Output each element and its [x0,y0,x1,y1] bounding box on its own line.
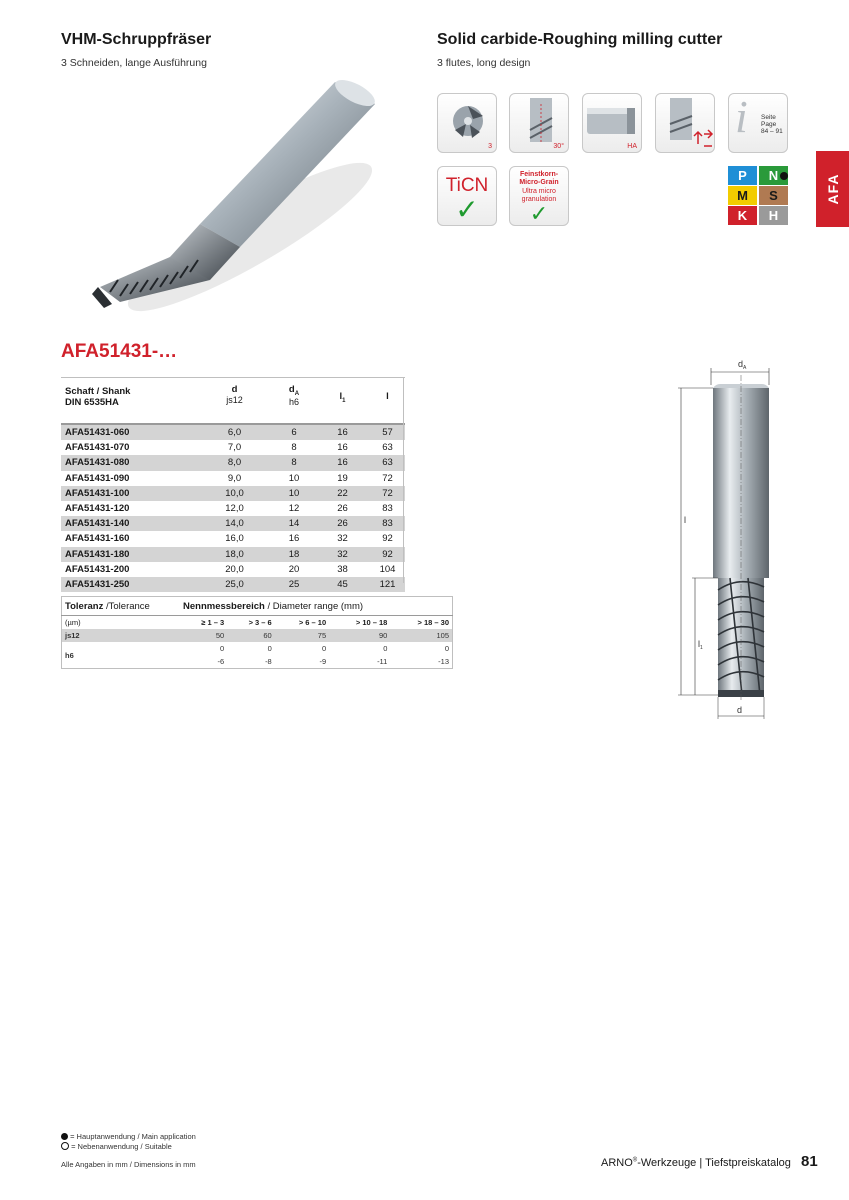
dimensions-note: Alle Angaben in mm / Dimensions in mm [61,1160,196,1169]
cell-l1: 32 [337,533,348,545]
header-d-tolerance: js12 [226,395,243,405]
flutes-tile [437,93,497,153]
grain-title: Feinstkorn- Micro-Grain [519,171,559,186]
table-header [61,378,405,425]
h6-upper-cell: 0 [383,644,388,653]
cell-l1: 38 [337,563,348,575]
tolerance-header [62,597,453,616]
cell-l: 121 [370,577,405,592]
info-icon: i [735,93,748,142]
table-row [61,531,405,546]
h6-lower-cell: -6 [217,657,225,666]
coating-label: TiCN [445,175,489,196]
product-code: AFA51431-… [61,341,178,362]
legend-main: = Hauptanwendung / Main application [61,1132,196,1141]
cell-d: 25,0 [196,577,273,592]
js12-cell: 50 [180,629,227,642]
header-d: d [231,384,238,395]
drawing-label-d: d [737,705,743,715]
cell-l1: 16 [315,455,370,470]
h6-upper-cell: 0 [219,644,225,653]
h6-lower-cell: -8 [265,657,272,666]
cell-l1: 26 [315,516,370,531]
helix-tile [509,93,569,153]
h6-upper-cell: 0 [321,644,327,653]
cell-l1: 22 [315,486,370,501]
js12-cell: 105 [390,629,452,642]
catalog-name: ARNO®-Werkzeuge | Tiefstpreiskatalog [601,1157,791,1169]
drawing-label-dA: $d_A$ [738,359,747,371]
cell-l1: 32 [315,547,370,562]
table-row [61,501,405,516]
h6-upper-cell: 0 [267,644,272,653]
cell-dA: 8 [291,442,297,454]
cell-code: AFA51431-200 [65,563,130,575]
cell-code: AFA51431-160 [65,533,130,545]
table-row [61,424,405,440]
h6-lower-cell: -9 [319,657,327,666]
cell-code: AFA51431-250 [61,577,196,592]
cell-dA: 10 [273,486,315,501]
grain-tile [509,166,569,226]
cell-d: 20,0 [225,563,244,575]
main-application-dot-icon [780,172,788,180]
range-cell: > 18 – 30 [390,616,452,630]
cell-dA: 14 [273,516,315,531]
cell-l: 72 [382,472,393,484]
subtitle-english: 3 flutes, long design [437,57,531,69]
header-l: l [386,391,389,402]
tolerance-js12-row [62,629,453,642]
cell-code: AFA51431-140 [61,516,196,531]
range-cell: > 10 – 18 [329,616,390,630]
check-icon: ✓ [455,194,479,225]
cell-code: AFA51431-080 [61,455,196,470]
cell-l1: 26 [337,503,348,515]
cell-dA: 20 [288,563,300,575]
table-row [61,516,405,531]
shank-label: HA [627,143,637,150]
grain-subtitle: Ultra micro granulation [521,188,557,203]
cell-code: AFA51431-060 [61,424,196,440]
js12-cell: 75 [275,629,329,642]
header-shank-norm: DIN 6535HA [65,397,119,408]
table-row [61,577,405,592]
table-row [61,440,405,455]
cell-dA: 25 [273,577,315,592]
helix-label: 30° [553,143,564,150]
cell-d: 8,0 [196,455,273,470]
cell-d: 12,0 [225,503,244,515]
drawing-label-l: l [684,515,686,525]
h6-label: h6 [65,650,74,660]
cell-l: 72 [370,486,405,501]
js12-label: js12 [62,629,181,642]
material-h: H [759,206,788,225]
diameter-range-title: Nennmessbereich / Diameter range (mm) [183,600,364,612]
cell-code: AFA51431-090 [65,472,130,484]
cell-l: 83 [382,503,393,515]
coating-tile [437,166,497,226]
cell-code: AFA51431-120 [65,503,130,515]
cell-l: 92 [382,533,393,545]
subtitle-german: 3 Schneiden, lange Ausführung [61,57,207,69]
js12-cell: 60 [227,629,275,642]
cell-l: 63 [382,442,393,454]
tolerance-h6-upper-row [62,642,453,655]
tolerance-table [61,596,453,669]
shank-tile [582,93,642,153]
cell-dA: 12 [288,503,300,515]
cell-code: AFA51431-070 [65,442,130,454]
drawing-label-l1: $l_1$ [698,639,703,651]
h6-lower-cell: -13 [438,657,449,666]
table-row [61,486,405,501]
cell-code: AFA51431-180 [61,547,196,562]
material-m: M [728,186,757,205]
cell-l: 63 [370,455,405,470]
table-row [61,562,405,577]
hollow-dot-icon [61,1142,69,1150]
info-page-ref: Seite Page 84 – 91 [761,114,783,135]
js12-cell: 90 [329,629,390,642]
cell-d: 16,0 [225,533,244,545]
material-s: S [759,186,788,205]
cell-l1: 45 [315,577,370,592]
table-row [61,547,405,562]
cell-l: 104 [379,563,396,575]
header-l1: $l_1$ [339,391,346,404]
dimension-table [61,377,405,592]
tolerance-unit: (µm) [62,616,181,630]
filled-dot-icon [61,1133,68,1140]
header-dA: $d_A$ [288,384,300,397]
material-n: N [759,166,788,185]
cell-d: 18,0 [196,547,273,562]
cell-d: 7,0 [227,442,242,454]
material-k: K [728,206,757,225]
cell-l1: 19 [337,472,348,484]
title-german: VHM-Schruppfräser [61,31,212,48]
material-p: P [728,166,757,185]
check-icon: ✓ [529,201,549,226]
tolerance-title: Toleranz /Tolerance [65,600,150,612]
cell-l1: 16 [337,442,348,454]
cell-d: 9,0 [227,472,242,484]
tolerance-ranges-row [62,616,453,630]
material-grid [728,166,788,226]
range-cell: ≥ 1 – 3 [180,616,227,630]
cell-d: 6,0 [196,424,273,440]
flutes-label: 3 [488,143,492,150]
cell-l: 92 [370,547,405,562]
cell-l1: 16 [315,424,370,440]
h6-lower-cell: -11 [377,657,388,666]
cutting-direction-icon [656,94,715,153]
table-row [61,455,405,470]
product-photo [80,72,400,322]
h6-upper-cell: 0 [444,644,449,653]
page-number: 81 [801,1153,818,1170]
cell-d: 10,0 [196,486,273,501]
cell-dA: 6 [273,424,315,440]
technical-drawing [660,355,780,725]
range-cell: > 3 – 6 [227,616,275,630]
legend-suitable: = Nebenanwendung / Suitable [61,1142,172,1151]
section-tab: AFA [816,151,849,227]
header-shank: Schaft / Shank [65,386,131,397]
cell-code: AFA51431-100 [61,486,196,501]
cell-l: 57 [370,424,405,440]
cell-dA: 10 [288,472,300,484]
cutting-direction-tile [655,93,715,153]
table-row [61,471,405,486]
cell-dA: 18 [273,547,315,562]
cell-dA: 16 [288,533,300,545]
cell-d: 14,0 [196,516,273,531]
range-cell: > 6 – 10 [275,616,329,630]
header-dA-tolerance: h6 [288,396,299,407]
cell-dA: 8 [273,455,315,470]
info-tile[interactable] [728,93,788,153]
cell-l: 83 [370,516,405,531]
title-english: Solid carbide-Roughing milling cutter [437,31,723,48]
